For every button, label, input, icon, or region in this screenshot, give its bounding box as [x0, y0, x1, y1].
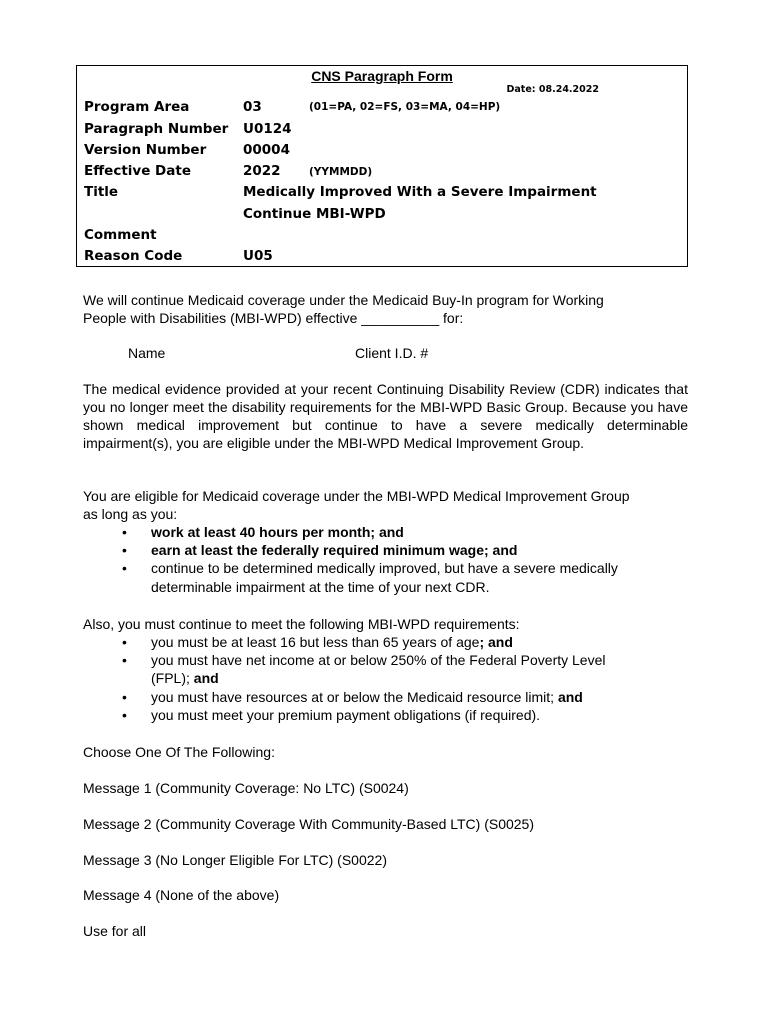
paragraph-number-label: Paragraph Number	[84, 121, 229, 137]
bullet: •	[122, 634, 127, 650]
reason-code-label: Reason Code	[84, 248, 183, 264]
comment-label: Comment	[84, 227, 157, 243]
bullet: •	[122, 524, 127, 540]
requirement-age: you must be at least 16 but less than 65 years of age	[151, 634, 480, 650]
requirement-resources-and: and	[557, 688, 583, 705]
list-item	[122, 633, 622, 651]
eligible-line1: You are eligible for Medicaid coverage under the MBI-WPD Medical Improvement Group	[83, 488, 630, 504]
effective-date-note: (YYMMDD)	[309, 166, 373, 178]
requirement-age-and: ; and	[479, 634, 513, 650]
title-value-line1: Medically Improved With a Severe Impairment	[243, 184, 597, 200]
reason-code-value: U05	[243, 248, 273, 264]
list-item	[122, 688, 622, 706]
also-line: Also, you must continue to meet the following MBI-WPD requirements:	[83, 616, 520, 632]
requirement-income-and: and	[193, 670, 219, 687]
condition-minimum-wage: earn at least the federally required minimum wage; and	[151, 542, 518, 559]
version-number-value: 00004	[243, 142, 290, 158]
message-4: Message 4 (None of the above)	[83, 887, 280, 903]
intro-line1: We will continue Medicaid coverage under the Medicaid Buy-In program for Working	[83, 292, 604, 308]
paragraph-number-value: U0124	[243, 121, 292, 137]
title-label: Title	[84, 184, 119, 200]
condition-work-hours: work at least 40 hours per month; and	[151, 524, 404, 540]
bullet: •	[122, 688, 127, 705]
program-area-value: 03	[243, 99, 262, 115]
conditions-list	[122, 523, 622, 596]
bullet: •	[122, 652, 127, 669]
intro-line2: People with Disabilities (MBI-WPD) effective __________ for:	[83, 310, 464, 326]
choose-line: Choose One Of The Following:	[83, 744, 275, 760]
eligible-line2: as long as you:	[83, 506, 178, 522]
bullet: •	[122, 560, 127, 577]
form-header-box	[76, 65, 688, 267]
message-1: Message 1 (Community Coverage: No LTC) (S0024)	[83, 780, 409, 796]
list-item	[122, 651, 611, 687]
requirement-premium: you must meet your premium payment obligations (if required).	[151, 706, 541, 723]
bullet: •	[122, 706, 127, 723]
condition-medically-improved: continue to be determined medically improved, but have a severe medically determinable impairment at the time of your next CDR.	[151, 560, 618, 595]
message-3: Message 3 (No Longer Eligible For LTC) (S0022)	[83, 852, 387, 868]
requirement-income: you must have net income at or below 250% of the Federal Poverty Level (FPL);	[151, 652, 606, 687]
evidence-paragraph: The medical evidence provided at your recent Continuing Disability Review (CDR) indicates that you no longer meet the disability requirements for the MBI-WPD Basic Group. Because you have shown medical improvement but continue to have a severe medically determinable impairment(s), you are eligible under the MBI-WPD Medical Improvement Group.	[83, 381, 688, 451]
program-area-note: (01=PA, 02=FS, 03=MA, 04=HP)	[309, 101, 501, 113]
requirements-list	[122, 633, 622, 724]
form-date: Date: 08.24.2022	[506, 84, 599, 95]
form-title: CNS Paragraph Form	[311, 68, 453, 84]
effective-date-value: 2022	[243, 163, 281, 179]
client-id-label: Client I.D. #	[355, 345, 429, 361]
list-item	[122, 559, 622, 595]
list-item	[122, 523, 622, 541]
requirement-resources: you must have resources at or below the Medicaid resource limit;	[151, 688, 558, 705]
effective-date-label: Effective Date	[84, 163, 191, 179]
bullet: •	[122, 542, 127, 559]
name-label: Name	[128, 345, 166, 361]
program-area-label: Program Area	[84, 99, 190, 115]
version-number-label: Version Number	[84, 142, 207, 158]
title-value-line2: Continue MBI-WPD	[243, 206, 386, 222]
list-item	[122, 541, 622, 559]
list-item	[122, 706, 622, 724]
message-2: Message 2 (Community Coverage With Community-Based LTC) (S0025)	[83, 816, 535, 832]
use-for-all: Use for all	[83, 923, 147, 939]
